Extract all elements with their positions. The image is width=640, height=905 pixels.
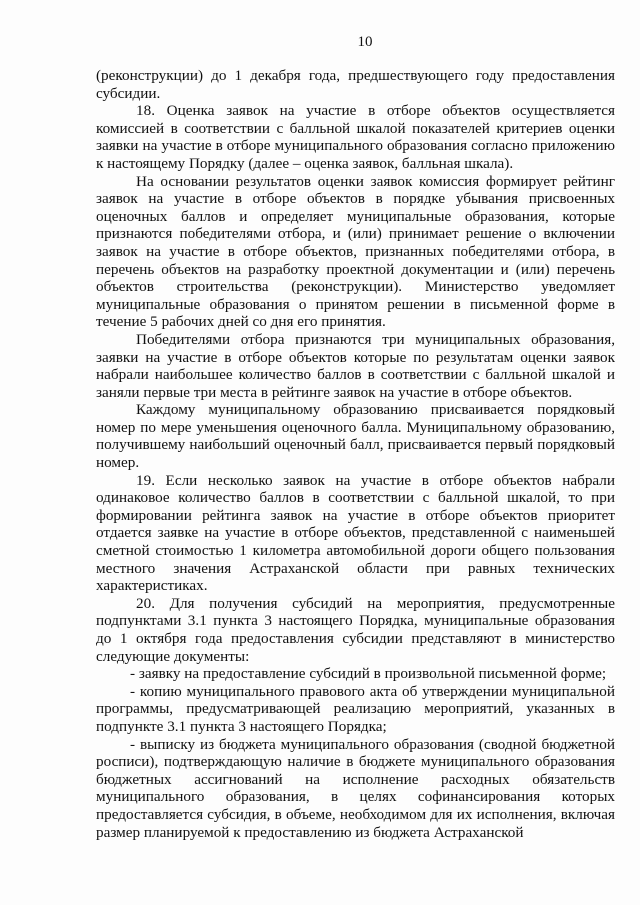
paragraph-item-18: 18. Оценка заявок на участие в отборе объектов осуществляется комиссией в соответствии с балльной шкалой показателей критериев оценки заявки на участие в отборе муниципального образования согласно приложению к настоящему Порядку (далее – оценка заявок, балльная шкала). [96, 102, 615, 172]
document-body [96, 67, 615, 841]
list-item-budget-extract: - выписку из бюджета муниципального образования (сводной бюджетной росписи), подтверждающую наличие в бюджете муниципального образования бюджетных ассигнований на исполнение расходных обязательств муниципального образования, в целях софинансирования которых предоставляется субсидия, в объеме, необходимом для их исполнения, включая размер планируемой к предоставлению из бюджета Астраханской [96, 735, 615, 841]
page-number: 10 [357, 34, 373, 50]
list-item-legal-act-copy: - копию муниципального правового акта об утверждении муниципальной программы, предусматривающей реализацию мероприятий, указанных в подпункте 3.1 пункта 3 настоящего Порядка; [96, 682, 615, 735]
paragraph-item-20: 20. Для получения субсидий на мероприятия, предусмотренные подпунктами 3.1 пункта 3 настоящего Порядка, муниципальные образования до 1 октября года предоставления субсидии представляют в министерство следующие документы: [96, 594, 615, 665]
paragraph-continuation: (реконструкции) до 1 декабря года, предшествующего году предоставления субсидии. [96, 67, 615, 102]
list-item-application: - заявку на предоставление субсидий в произвольной письменной форме; [130, 665, 607, 683]
paragraph-item-19: 19. Если несколько заявок на участие в отборе объектов набрали одинаковое количество баллов в соответствии с балльной шкалой, то при формировании рейтинга заявок на участие в отборе объектов приоритет отдается заявке на участие в отборе объектов, представленной с наименьшей сметной стоимостью 1 километра автомобильной дороги общего пользования местного значения Астраханской области при равных технических характеристиках. [96, 471, 615, 595]
paragraph-ordinal-number: Каждому муниципальному образованию присваивается порядковый номер по мере уменьшения оценочного балла. Муниципальному образованию, получившему наибольший оценочный балл, присваивается первый порядковый номер. [96, 401, 615, 472]
paragraph-winners: Победителями отбора признаются три муниципальных образования, заявки на участие в отборе объектов которые по результатам оценки заявок набрали наибольшее количество баллов в соответствии с балльной шкалой и заняли первые три места в рейтинге заявок на участие в отборе объектов. [96, 330, 615, 401]
paragraph-rating: На основании результатов оценки заявок комиссия формирует рейтинг заявок на участие в отборе объектов в порядке убывания присвоенных оценочных баллов и определяет муниципальные образования, которые признаются победителями отбора, и (или) принимает решение о включении заявок на участие в отборе объектов, признанных победителями отбора, в перечень объектов на разработку проектной документации и (или) перечень объектов строительства (реконструкции). Министерство уведомляет муниципальные образования о принятом решении в письменной форме в течение 5 рабочих дней со дня его принятия. [96, 172, 615, 331]
